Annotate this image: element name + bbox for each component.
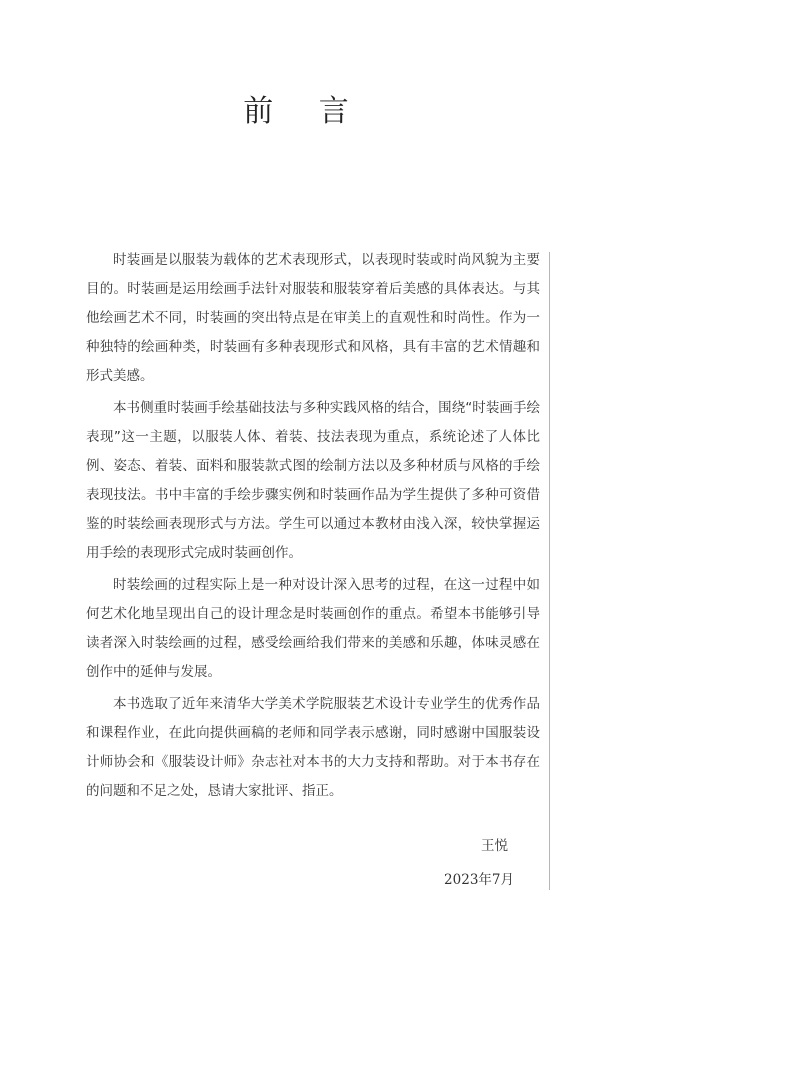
paragraph-4: 本书选取了近年来清华大学美术学院服装艺术设计专业学生的优秀作品和课程作业，在此向提供画稿的老师和同学表示感谢，同时感谢中国服装设计师协会和《服装设计师》杂志社对本书的大力支持和帮助。对于本书存在的问题和不足之处，恳请大家批评、指正。	[86, 696, 540, 799]
margin-rule	[549, 252, 550, 890]
page-title: 前 言	[243, 94, 367, 129]
paragraph-1: 时装画是以服装为载体的艺术表现形式，以表现时装或时尚风貌为主要目的。时装画是运用绘画手法针对服装和服装穿着后美感的具体表达。与其他绘画艺术不同，时装画的突出特点是在审美上的直观性和时尚性。作为一种独特的绘画种类，时装画有多种表现形式和风格，具有丰富的艺术情趣和形式美感。	[86, 252, 540, 384]
author-name: 王悦	[481, 838, 508, 854]
paragraph-2: 本书侧重时装画手绘基础技法与多种实践风格的结合，围绕“时装画手绘表现”这一主题，以服装人体、着装、技法表现为重点，系统论述了人体比例、姿态、着装、面料和服装款式图的绘制方法以及多种材质与风格的手绘表现技法。书中丰富的手绘步骤实例和时装画作品为学生提供了多种可资借鉴的时装绘画表现形式与方法。学生可以通过本教材由浅入深，较快掌握运用手绘的表现形式完成时装画创作。	[86, 400, 540, 561]
paragraph-3: 时装绘画的过程实际上是一种对设计深入思考的过程，在这一过程中如何艺术化地呈现出自己的设计理念是时装画创作的重点。希望本书能够引导读者深入时装绘画的过程，感受绘画给我们带来的美感和乐趣，体味灵感在创作中的延伸与发展。	[86, 577, 540, 680]
signature-date: 2023年7月	[444, 872, 514, 888]
signature-block	[444, 836, 514, 890]
preface-body	[86, 246, 540, 809]
